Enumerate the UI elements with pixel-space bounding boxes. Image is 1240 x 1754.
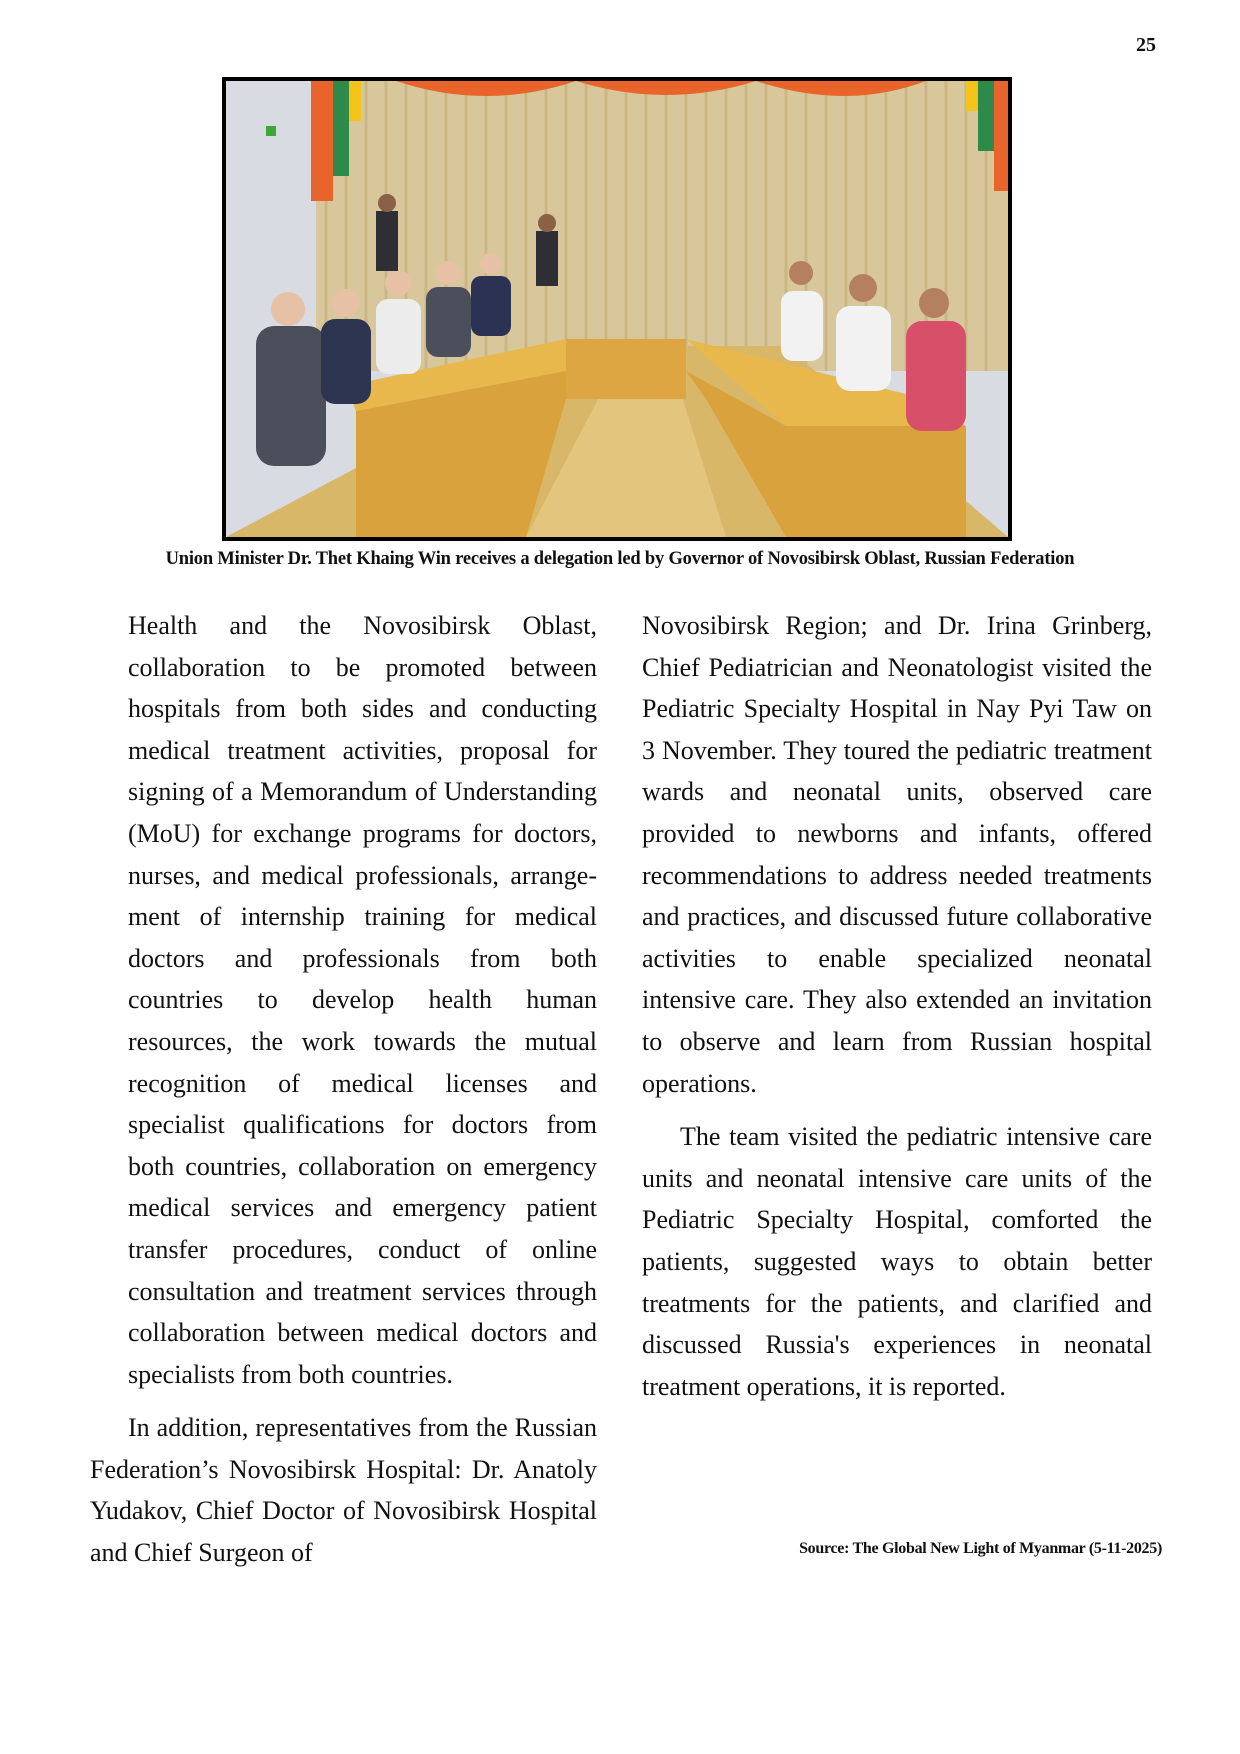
photo-caption: Union Minister Dr. Thet Khaing Win receives a delegation led by Governor of Novosibirsk Oblast, Russian Federation: [165, 549, 1075, 569]
meeting-photo-illustration: [226, 81, 1008, 537]
article-column-left: [90, 605, 597, 1574]
news-photo: [222, 77, 1012, 541]
article-paragraph: The team visited the pediatric intensive care units and neonatal intensive care units of the Pediatric Specialty Hospital, comforted the patients, suggested ways to obtain better treatments for the patients, and clarified and discussed Russia's experiences in neonatal treatment operations, it is reported.: [642, 1122, 1152, 1401]
article-column-right: [642, 605, 1152, 1407]
source-attribution: Source: The Global New Light of Myanmar (5-11-2025): [799, 1540, 1162, 1557]
page-number: 25: [1136, 34, 1156, 56]
article-paragraph: In addition, representatives from the Russian Federation’s Novosibirsk Hospital: Dr. Anatoly Yudakov, Chief Doctor of Novosibirsk Hospital and Chief Surgeon of: [90, 1413, 597, 1568]
article-paragraph: Health and the Novosibirsk Oblast, collaboration to be promoted between hospitals from both sides and conducting medical treatment activities, proposal for signing of a Memorandum of Understanding (MoU) for exchange programs for doctors, nurses, and medical professionals, arrangement of internship training for medical doctors and professionals from both countries to develop health human resources, the work towards the mutual recognition of medical licenses and specialist qualifications for doctors from both countries, collaboration on emergency medical services and emergency patient transfer procedures, conduct of online consultation and treatment services through collaboration between medical doctors and specialists from both countries.: [128, 611, 597, 1389]
article-paragraph: Novosibirsk Region; and Dr. Irina Grinberg, Chief Pediatrician and Neonatologist visited the Pediatric Specialty Hospital in Nay Pyi Taw on 3 November. They toured the pediatric treatment wards and neonatal units, observed care provided to newborns and infants, offered recommendations to address needed treatments and practices, and discussed future collaborative activities to enable specialized neonatal intensive care. They also extended an invitation to observe and learn from Russian hospital operations.: [642, 611, 1152, 1098]
